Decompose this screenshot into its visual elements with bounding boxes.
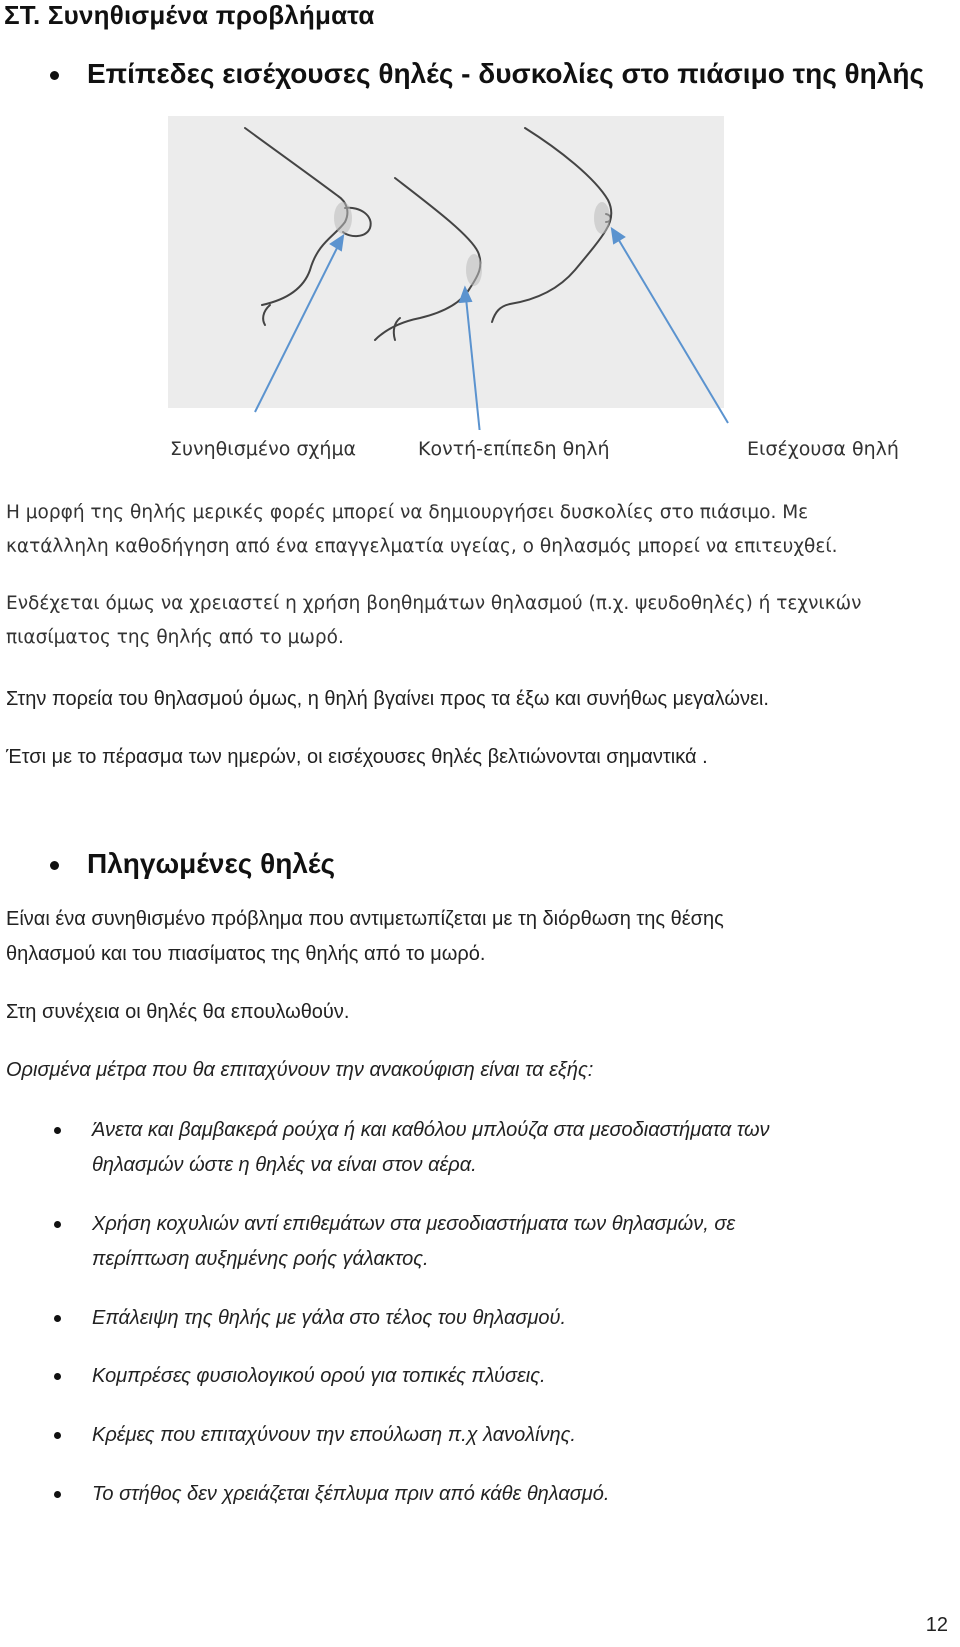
bullet-icon bbox=[50, 71, 59, 80]
paragraph-line: Ενδέχεται όμως να χρειαστεί η χρήση βοηθημάτων θηλασμού (π.χ. ψευδοθηλές) ή τεχνικών bbox=[6, 593, 862, 614]
bullet-icon bbox=[54, 1373, 61, 1380]
bullet-icon bbox=[54, 1127, 61, 1134]
bullet-icon bbox=[54, 1432, 61, 1439]
section-title: ΣΤ. Συνηθισμένα προβλήματα bbox=[4, 0, 375, 30]
paragraph-line: θηλασμού και του πιασίματος της θηλής από το μωρό. bbox=[6, 943, 486, 965]
caption-short-flat-nipple: Κοντή-επίπεδη θηλή bbox=[418, 438, 610, 460]
bullet-icon bbox=[54, 1491, 61, 1498]
caption-normal-shape: Συνηθισμένο σχήμα bbox=[170, 438, 357, 460]
paragraph-line: κατάλληλη καθοδήγηση από ένα επαγγελματία υγείας, ο θηλασμός μπορεί να επιτευχθεί. bbox=[6, 536, 838, 557]
paragraph: Στη συνέχεια οι θηλές θα επουλωθούν. bbox=[6, 1001, 350, 1023]
illustration-background bbox=[168, 116, 724, 408]
areola-flat bbox=[466, 254, 482, 286]
paragraph-line: πιασίματος της θηλής από το μωρό. bbox=[6, 627, 344, 648]
areola-normal bbox=[334, 202, 352, 234]
heading-text: Επίπεδες εισέχουσες θηλές - δυσκολίες στο πιάσιμο της θηλής bbox=[87, 58, 925, 89]
paragraph: Στην πορεία του θηλασμού όμως, η θηλή βγαίνει προς τα έξω και συνήθως μεγαλώνει. bbox=[6, 688, 769, 710]
paragraph-intro: Ορισμένα μέτρα που θα επιταχύνουν την ανακούφιση είναι τα εξής: bbox=[6, 1059, 594, 1081]
paragraph-line: Είναι ένα συνηθισμένο πρόβλημα που αντιμετωπίζεται με τη διόρθωση της θέσης bbox=[6, 908, 724, 930]
bullet-icon bbox=[54, 1221, 61, 1228]
bullet-icon bbox=[50, 861, 59, 870]
heading-text: Πληγωμένες θηλές bbox=[87, 848, 336, 879]
paragraph: Έτσι με το πέρασμα των ημερών, οι εισέχουσες θηλές βελτιώνονται σημαντικά . bbox=[6, 746, 708, 768]
caption-inverted-nipple: Εισέχουσα θηλή bbox=[747, 438, 899, 460]
paragraph-line: Η μορφή της θηλής μερικές φορές μπορεί να δημιουργήσει δυσκολίες στο πιάσιμο. Με bbox=[6, 502, 809, 523]
bullet-icon bbox=[54, 1315, 61, 1322]
areola-inverted bbox=[594, 202, 610, 234]
nipple-shapes-illustration bbox=[0, 100, 960, 430]
page-number: 12 bbox=[925, 1614, 948, 1636]
